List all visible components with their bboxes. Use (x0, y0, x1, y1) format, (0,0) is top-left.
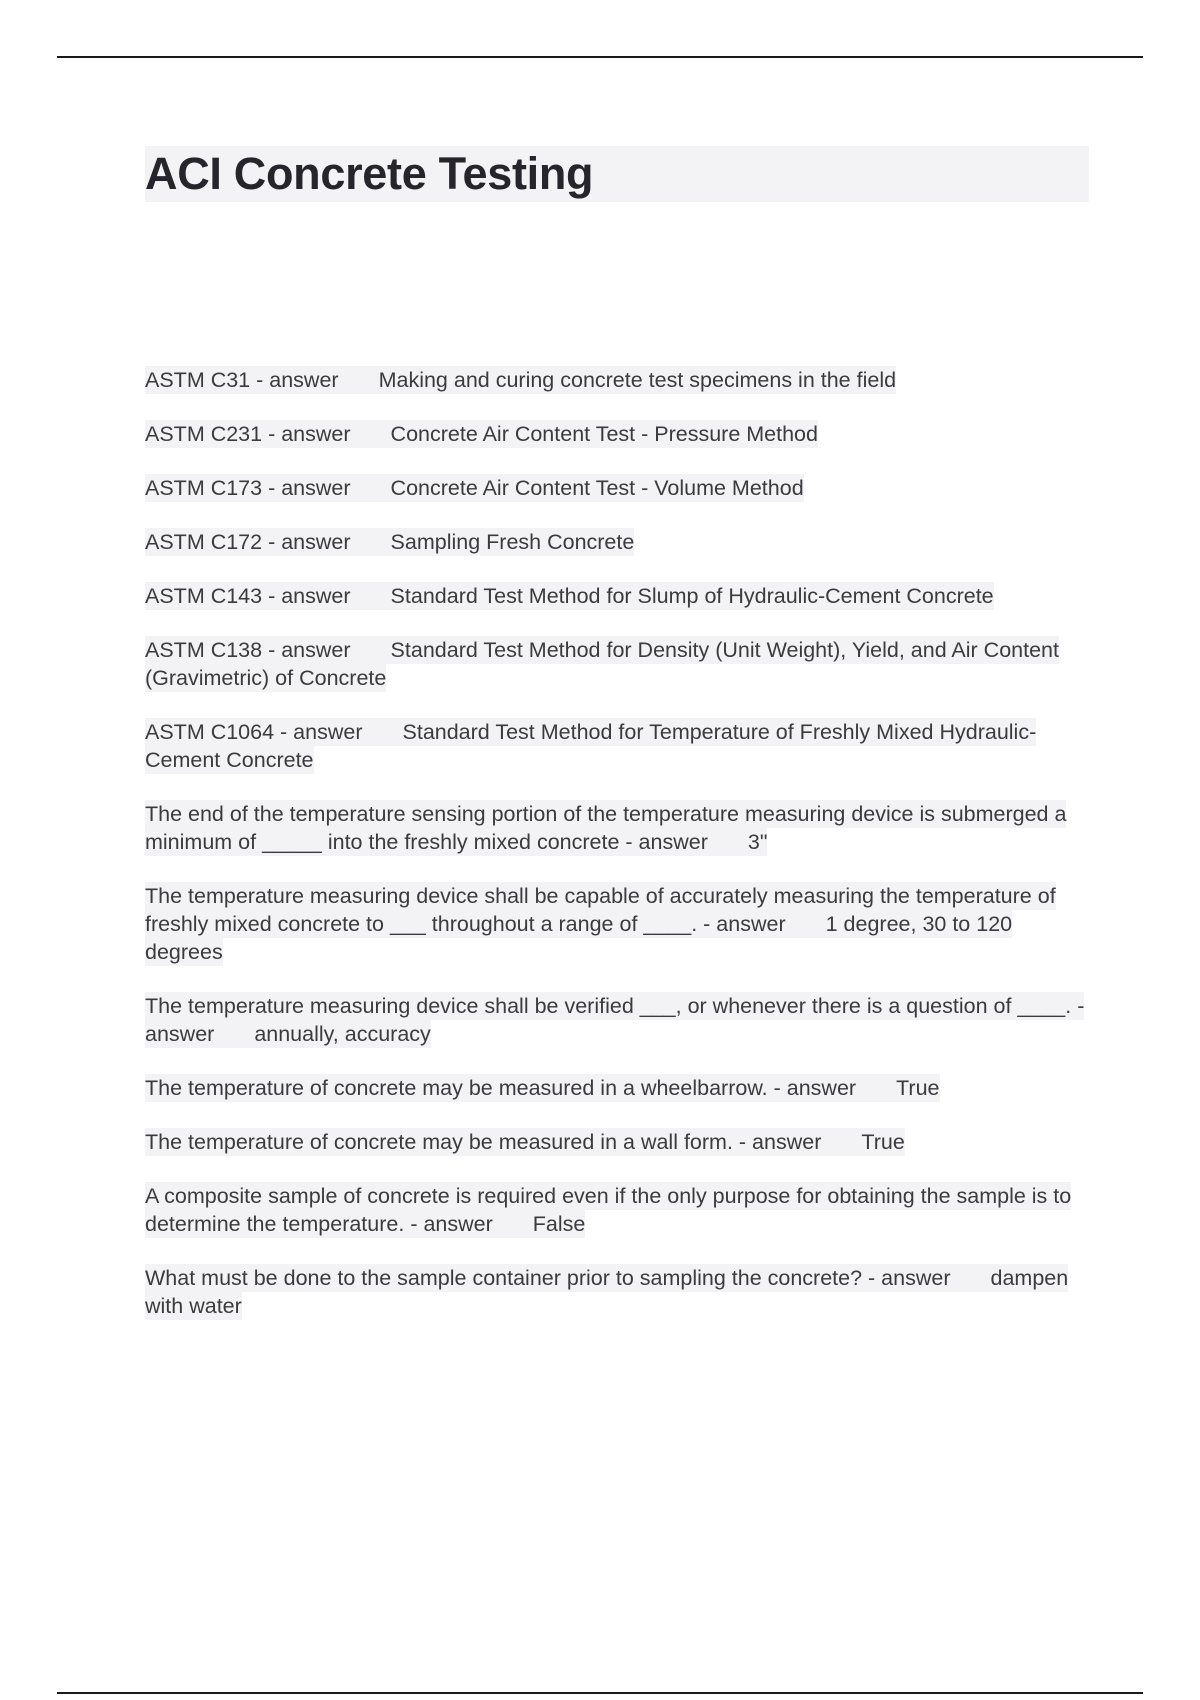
flashcard (145, 582, 1089, 610)
flashcard (145, 636, 1089, 692)
card-separator: - answer (268, 422, 351, 446)
card-term: ASTM C138 (145, 638, 263, 662)
card-definition: True (861, 1130, 905, 1154)
card-term: ASTM C143 (145, 584, 263, 608)
card-term: ASTM C1064 (145, 720, 275, 744)
card-term: ASTM C172 (145, 530, 263, 554)
flashcard (145, 1074, 1089, 1102)
card-definition: False (532, 1212, 586, 1236)
card-term: The temperature of concrete may be measured in a wheelbarrow. (145, 1076, 768, 1100)
flashcard (145, 1128, 1089, 1156)
card-term: The temperature of concrete may be measured in a wall form. (145, 1130, 733, 1154)
card-definition: Standard Test Method for Density (Unit Weight), Yield, and Air Content (Gravimetric) of Concrete (145, 638, 1059, 690)
card-separator: - answer (268, 638, 351, 662)
card-term: ASTM C231 (145, 422, 263, 446)
bottom-rule (57, 1692, 1143, 1694)
card-definition: Making and curing concrete test specimens in the field (378, 368, 897, 392)
card-separator: - answer (268, 584, 351, 608)
card-definition: 3" (747, 830, 768, 854)
flashcard-list (145, 366, 1089, 1346)
card-definition: Concrete Air Content Test - Volume Method (390, 476, 804, 500)
card-separator: - answer (773, 1076, 857, 1100)
card-term: What must be done to the sample container prior to sampling the concrete? (145, 1266, 863, 1290)
title-bar (145, 146, 1089, 202)
flashcard (145, 992, 1089, 1048)
flashcard (145, 366, 1089, 394)
card-separator: - answer (268, 476, 351, 500)
card-term: The end of the temperature sensing portion of the temperature measuring device is submerged a minimum of _____ into the freshly mixed concrete (145, 802, 1067, 854)
card-separator: - answer (738, 1130, 822, 1154)
card-separator: - answer (410, 1212, 493, 1236)
card-term: The temperature measuring device shall be capable of accurately measuring the temperature of freshly mixed concrete to ___ throughout a range of ____. (145, 884, 1056, 936)
card-definition: Sampling Fresh Concrete (390, 530, 635, 554)
flashcard (145, 420, 1089, 448)
flashcard (145, 1264, 1089, 1320)
card-definition: annually, accuracy (254, 1022, 431, 1046)
flashcard (145, 718, 1089, 774)
card-term: ASTM C173 (145, 476, 263, 500)
flashcard (145, 800, 1089, 856)
card-definition: True (896, 1076, 940, 1100)
card-term: ASTM C31 (145, 368, 251, 392)
flashcard (145, 474, 1089, 502)
card-separator: - answer (868, 1266, 951, 1290)
card-definition: Concrete Air Content Test - Pressure Method (390, 422, 818, 446)
flashcard (145, 882, 1089, 966)
card-term: A composite sample of concrete is required even if the only purpose for obtaining the sample is to determine the temperature. (145, 1184, 1072, 1236)
card-separator: - answer (145, 994, 1085, 1046)
flashcard (145, 1182, 1089, 1238)
card-separator: - answer (703, 912, 786, 936)
card-definition: dampen with water (145, 1266, 1069, 1318)
document-body (145, 146, 1089, 1318)
page-title: ACI Concrete Testing (145, 148, 594, 199)
card-separator: - answer (256, 368, 339, 392)
card-definition: Standard Test Method for Temperature of Freshly Mixed Hydraulic-Cement Concrete (145, 720, 1037, 772)
top-rule (57, 56, 1143, 58)
card-separator: - answer (268, 530, 351, 554)
card-separator: - answer (625, 830, 708, 854)
card-definition: Standard Test Method for Slump of Hydraulic-Cement Concrete (390, 584, 994, 608)
flashcard (145, 528, 1089, 556)
card-definition: 1 degree, 30 to 120 degrees (145, 912, 1013, 964)
card-separator: - answer (280, 720, 363, 744)
card-term: The temperature measuring device shall be verified ___, or whenever there is a question of ____. (145, 994, 1072, 1018)
